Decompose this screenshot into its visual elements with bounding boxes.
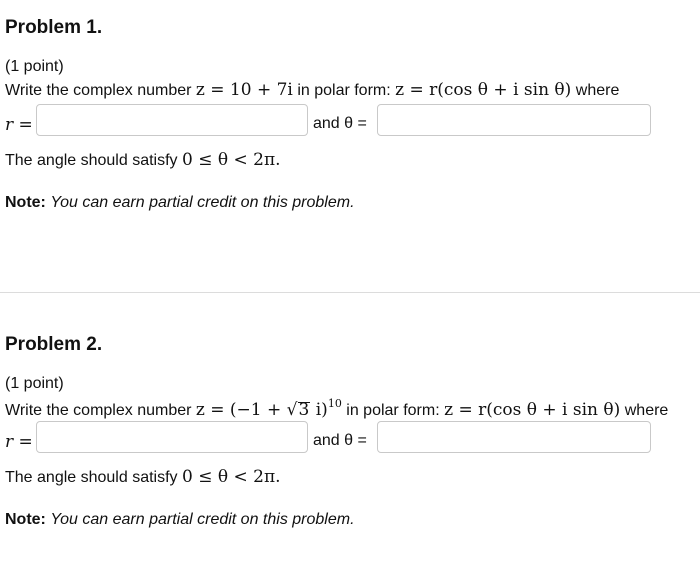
polar-form-expression: z = r(cos θ + i sin θ) bbox=[395, 80, 572, 100]
r-answer-input[interactable] bbox=[36, 421, 308, 453]
partial-credit-note: Note: You can earn partial credit on this problem. bbox=[5, 194, 355, 211]
divider bbox=[0, 292, 700, 293]
theta-answer-input[interactable] bbox=[377, 104, 651, 136]
theta-label: and θ = bbox=[313, 432, 367, 449]
angle-constraint: The angle should satisfy 0 ≤ θ < 2π. bbox=[5, 467, 281, 487]
r-label: r = bbox=[5, 115, 33, 135]
r-label: r = bbox=[5, 432, 33, 452]
prompt-text: in polar form: bbox=[346, 402, 440, 419]
prompt-text: where bbox=[624, 402, 669, 419]
angle-constraint: The angle should satisfy 0 ≤ θ < 2π. bbox=[5, 150, 281, 170]
partial-credit-note: Note: You can earn partial credit on this problem. bbox=[5, 511, 355, 528]
problem-title: Problem 2. bbox=[5, 334, 103, 355]
problem-prompt bbox=[5, 397, 668, 420]
problem-points: (1 point) bbox=[5, 58, 64, 75]
problem-title: Problem 1. bbox=[5, 17, 103, 38]
polar-form-expression: z = r(cos θ + i sin θ) bbox=[444, 400, 621, 420]
theta-answer-input[interactable] bbox=[377, 421, 651, 453]
problem-points: (1 point) bbox=[5, 375, 64, 392]
prompt-text: in polar form: bbox=[297, 82, 391, 99]
complex-number-expression: z = (−1 + √3 i)$^{10}$ bbox=[195, 397, 342, 420]
theta-label: and θ = bbox=[313, 115, 367, 132]
r-answer-input[interactable] bbox=[36, 104, 308, 136]
prompt-text: where bbox=[575, 82, 620, 99]
prompt-text: Write the complex number bbox=[5, 402, 192, 419]
prompt-text: Write the complex number bbox=[5, 82, 192, 99]
problem-prompt bbox=[5, 80, 619, 100]
complex-number-expression: z = 10 + 7i bbox=[195, 80, 293, 100]
